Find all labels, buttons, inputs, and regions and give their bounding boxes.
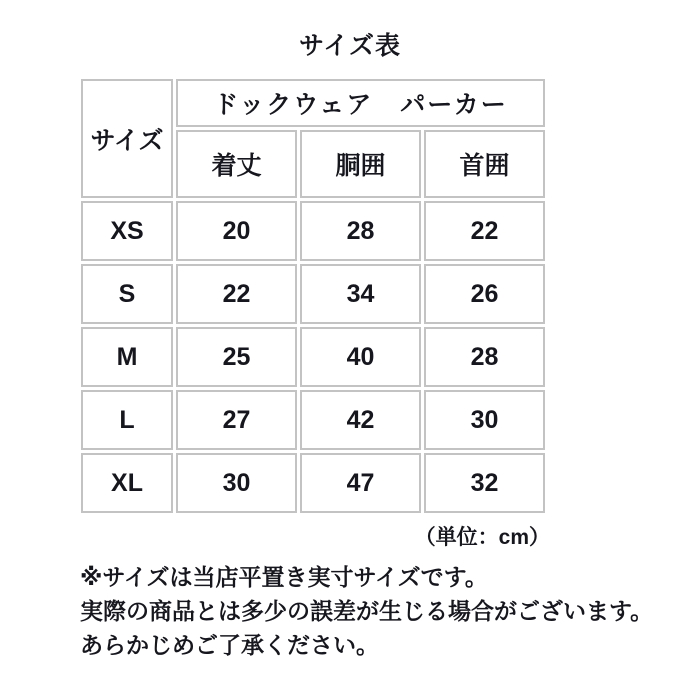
- size-cell: L: [81, 390, 173, 450]
- size-cell: M: [81, 327, 173, 387]
- value-cell: 42: [300, 390, 421, 450]
- size-cell: S: [81, 264, 173, 324]
- footnote-line: ※サイズは当店平置き実寸サイズです。: [80, 564, 488, 590]
- size-table: [78, 76, 548, 516]
- value-cell: 47: [300, 453, 421, 513]
- table-row-m: [81, 327, 545, 387]
- table-row-l: [81, 390, 545, 450]
- unit-note: （単位：cm）: [414, 526, 550, 549]
- page-title: サイズ表: [298, 32, 401, 60]
- value-cell: 40: [300, 327, 421, 387]
- column-header-body-length: 着丈: [176, 130, 297, 198]
- size-cell: XS: [81, 201, 173, 261]
- column-header-neck-girth: 首囲: [424, 130, 545, 198]
- value-cell: 26: [424, 264, 545, 324]
- value-cell: 20: [176, 201, 297, 261]
- product-group-header: ドックウェア パーカー: [176, 79, 545, 127]
- value-cell: 27: [176, 390, 297, 450]
- footnote-line: あらかじめご了承ください。: [80, 632, 379, 658]
- header-row-group: [81, 79, 545, 127]
- table-row-xs: [81, 201, 545, 261]
- value-cell: 30: [424, 390, 545, 450]
- value-cell: 22: [424, 201, 545, 261]
- size-column-header: サイズ: [81, 79, 173, 198]
- value-cell: 30: [176, 453, 297, 513]
- column-header-chest-girth: 胴囲: [300, 130, 421, 198]
- value-cell: 28: [300, 201, 421, 261]
- value-cell: 25: [176, 327, 297, 387]
- value-cell: 34: [300, 264, 421, 324]
- value-cell: 28: [424, 327, 545, 387]
- footnotes: [80, 560, 700, 662]
- value-cell: 22: [176, 264, 297, 324]
- size-cell: XL: [81, 453, 173, 513]
- footnote-line: 実際の商品とは多少の誤差が生じる場合がございます。: [80, 598, 654, 624]
- table-row-s: [81, 264, 545, 324]
- table-row-xl: [81, 453, 545, 513]
- value-cell: 32: [424, 453, 545, 513]
